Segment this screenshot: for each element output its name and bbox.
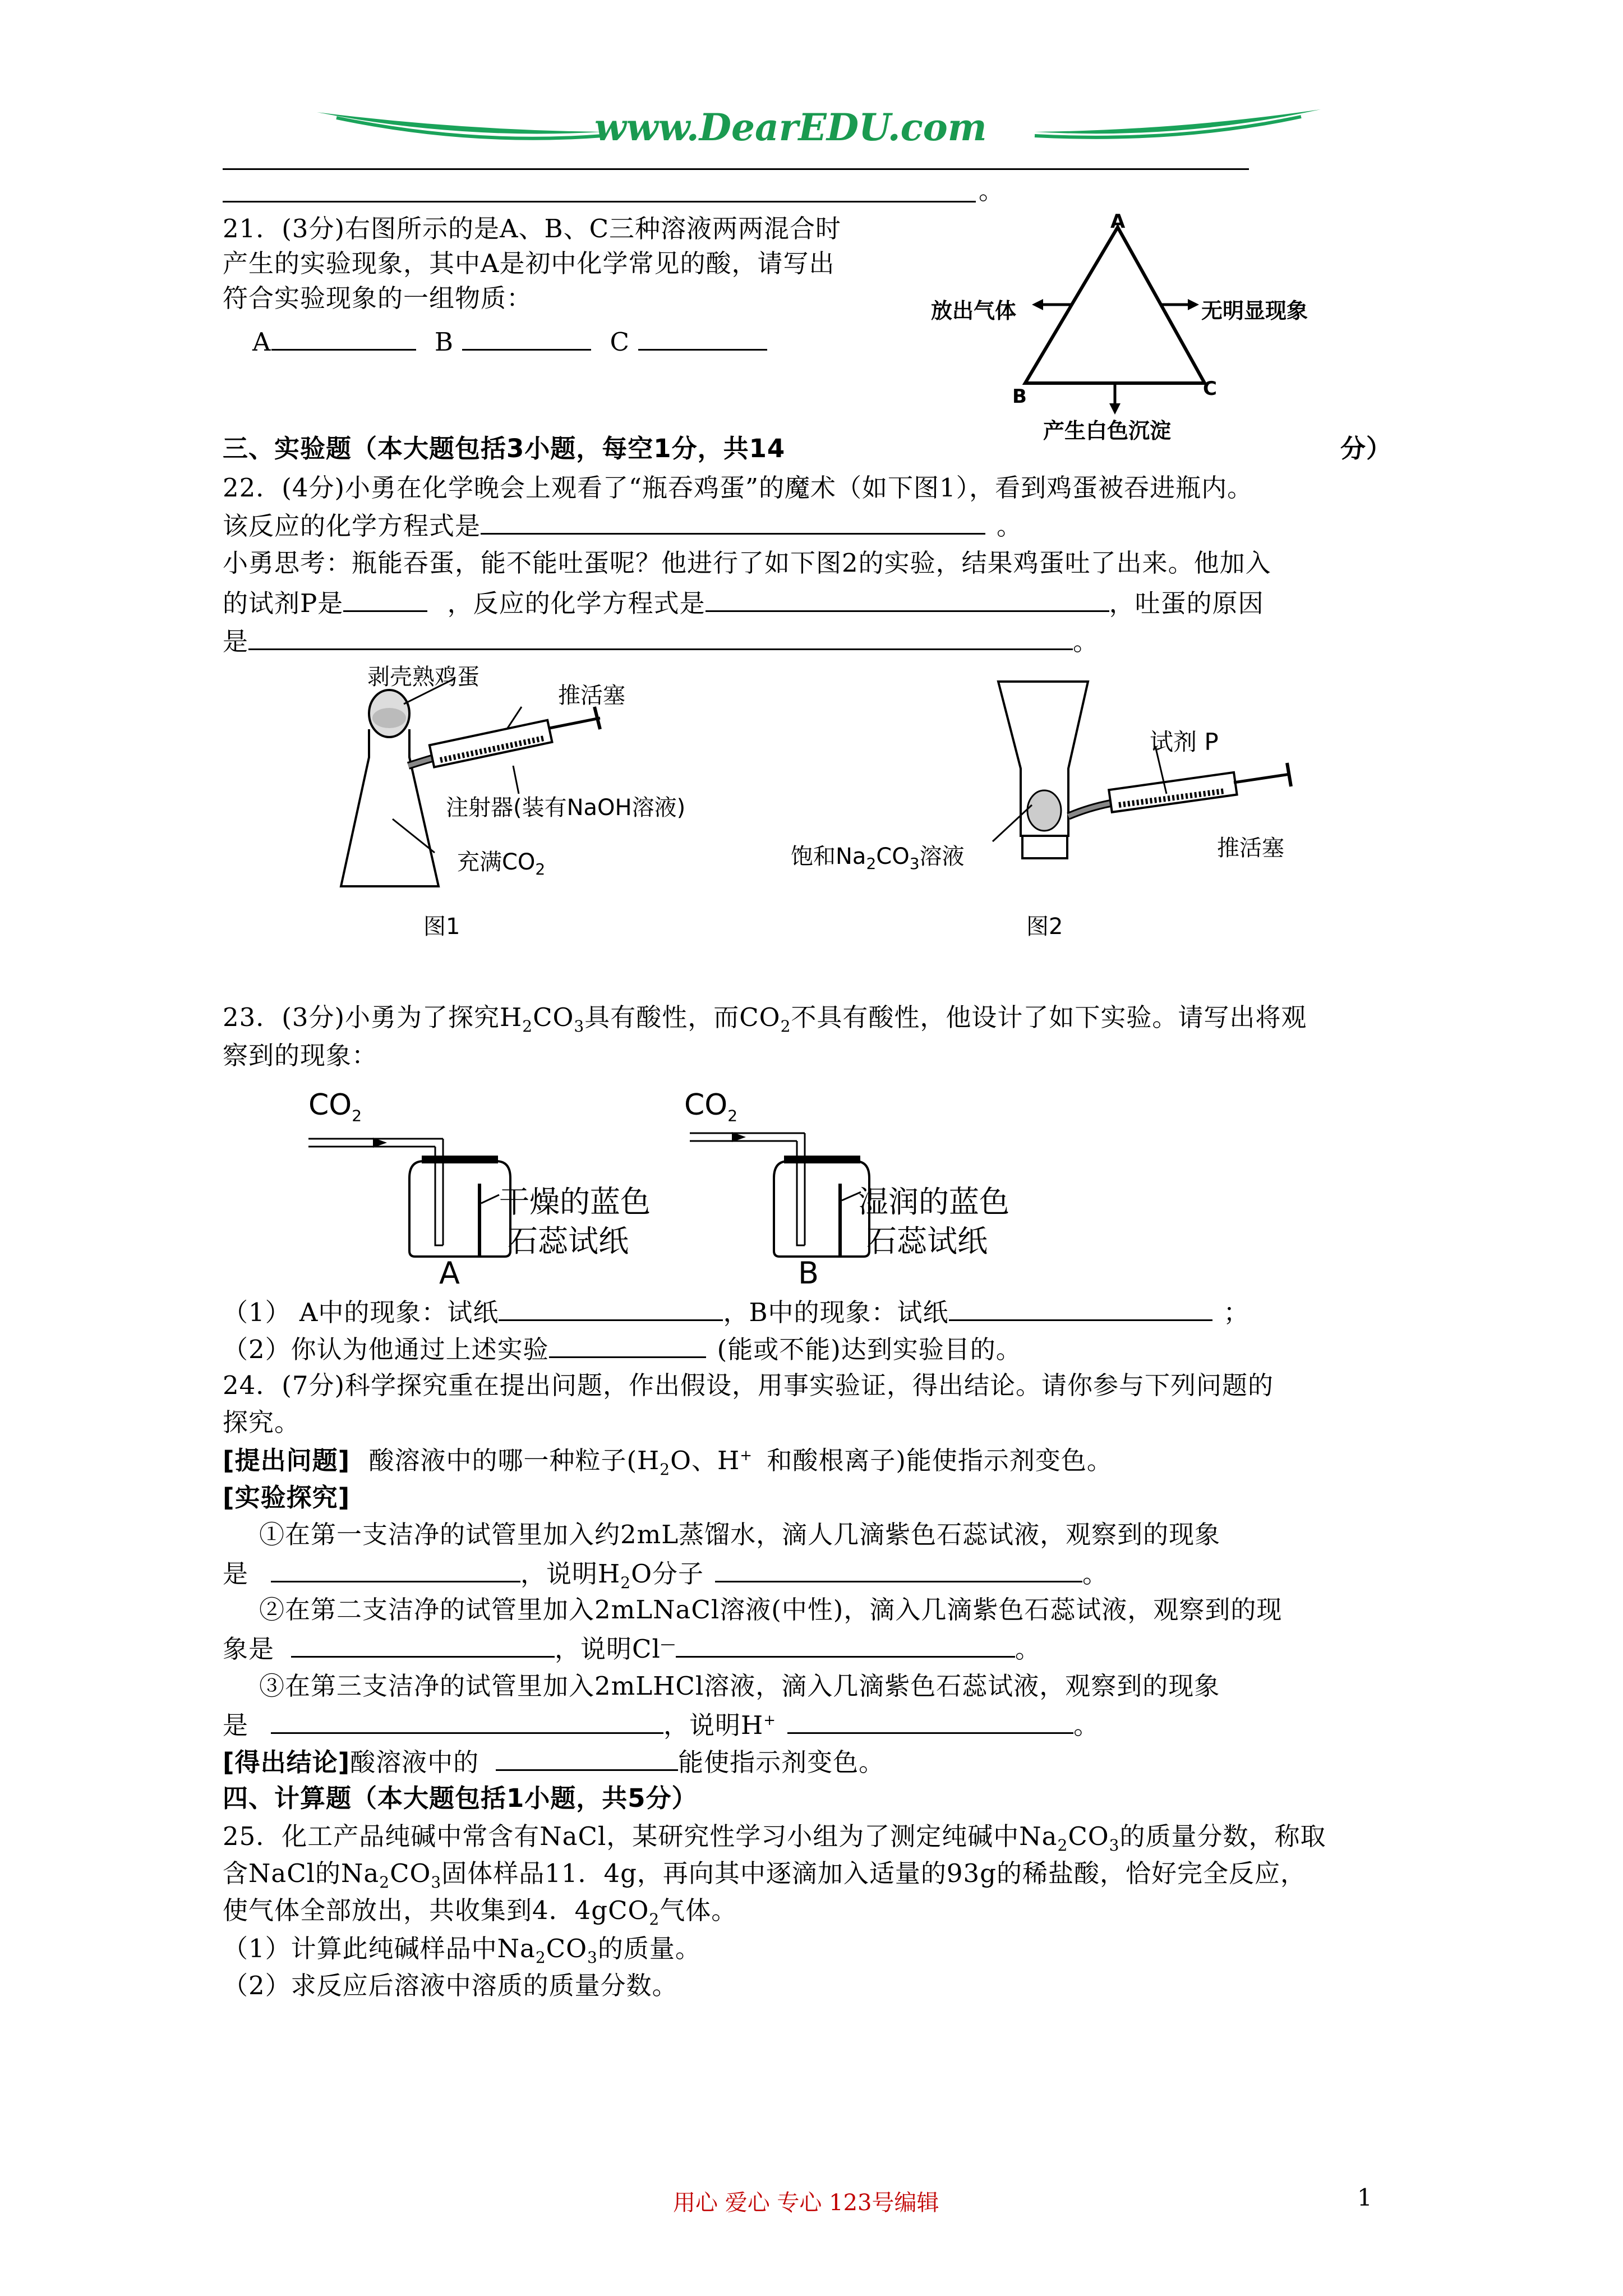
blank-b[interactable] bbox=[462, 324, 591, 351]
vertex-b: B bbox=[1012, 385, 1027, 408]
blank-a[interactable] bbox=[271, 324, 416, 351]
q24-blank-2b[interactable] bbox=[676, 1631, 1015, 1658]
q22-line1: 22．(4分)小勇在化学晚会上观看了“瓶吞鸡蛋”的魔术（如下图1），看到鸡蛋被吞进瓶内。 bbox=[223, 473, 1253, 503]
q24-conclusion: [得出结论]酸溶液中的 能使指示剂变色。 bbox=[223, 1745, 884, 1779]
q22-line5 bbox=[223, 624, 1099, 659]
label-gas: 放出气体 bbox=[931, 298, 1017, 323]
q23-line2: 察到的现象： bbox=[223, 1041, 378, 1070]
q21-line2: 产生的实验现象，其中A是初中化学常见的酸，请写出 bbox=[223, 249, 835, 278]
q25-sub2: （2）求反应后溶液中溶质的质量分数。 bbox=[223, 1971, 678, 2000]
gas-label-a: $CO_2$ bbox=[308, 1088, 362, 1125]
label-syringe: 注射器(装有NaOH溶液) bbox=[446, 795, 686, 821]
q21-line3: 符合实验现象的一组物质： bbox=[223, 283, 533, 313]
label-saturated-solution: 饱和$Na_2CO_3$溶液 bbox=[791, 844, 965, 873]
figure2-caption: 图2 bbox=[1026, 914, 1063, 940]
q24-e1b: 是 ，说明$H_2O$分子 。 bbox=[223, 1556, 1108, 1591]
q24-line1: 24．(7分)科学探究重在提出问题，作出假设，用事实验证，得出结论。请你参与下列问题的 bbox=[223, 1370, 1274, 1400]
q24-blank-3a[interactable] bbox=[271, 1708, 663, 1734]
section3-title: 三、实验题（本大题包括3小题，每空1分，共14 bbox=[223, 434, 786, 463]
swoosh-left-icon bbox=[314, 101, 606, 151]
q22-line3: 小勇思考：瓶能吞蛋，能不能吐蛋呢？他进行了如下图2的实验，结果鸡蛋吐了出来。他加入 bbox=[223, 548, 1271, 578]
q23-sub2: （2）你认为他通过上述实验 (能或不能)达到实验目的。 bbox=[223, 1332, 1022, 1366]
label-reagent-p: 试剂 P bbox=[1150, 728, 1219, 756]
paper-label-b1: 湿润的蓝色 bbox=[858, 1184, 1009, 1220]
period: 。 bbox=[979, 176, 1005, 205]
section3-end: 分） bbox=[1340, 434, 1393, 463]
label-c: C bbox=[610, 327, 630, 357]
label-a: A bbox=[252, 327, 271, 357]
q24-line2: 探究。 bbox=[223, 1407, 301, 1437]
bottle-b-figure bbox=[684, 1077, 1088, 1301]
vertex-a: A bbox=[1110, 210, 1126, 233]
triangle-diagram bbox=[931, 210, 1335, 452]
q25-line1: 25．化工产品纯碱中常含有NaCl，某研究性学习小组为了测定纯碱中$Na_2CO_3$的质量分数，称取 bbox=[223, 1821, 1326, 1855]
period: 。 bbox=[1073, 627, 1099, 656]
q22-line4 bbox=[223, 586, 1264, 620]
paper-label-a2: 石蕊试纸 bbox=[508, 1223, 629, 1259]
bottle-a-figure bbox=[303, 1077, 707, 1301]
q22-text: ，吐蛋的原因 bbox=[1109, 588, 1264, 618]
q24-blank-1a[interactable] bbox=[271, 1556, 520, 1582]
q22-blank-reagent[interactable] bbox=[343, 586, 427, 612]
paper-label-a1: 干燥的蓝色 bbox=[499, 1184, 651, 1220]
q25-line3: 使气体全部放出，共收集到4．4gCO$_2$气体。 bbox=[223, 1895, 737, 1929]
q22-text: 该反应的化学方程式是 bbox=[223, 511, 481, 541]
footer-text: 用心 爱心 专心 123号编辑 bbox=[673, 2190, 939, 2216]
paper-label-b2: 石蕊试纸 bbox=[866, 1223, 988, 1259]
q24-e2: ②在第二支洁净的试管里加入2mLNaCl溶液(中性)，滴入几滴紫色石蕊试液，观察到的现 bbox=[259, 1595, 1283, 1625]
q24-ask: [提出问题] 酸溶液中的哪一种粒子($H_2O$、H+ 和酸根离子)能使指示剂变色。 bbox=[223, 1446, 1113, 1479]
figure2 bbox=[791, 662, 1324, 954]
q22-blank-reason[interactable] bbox=[248, 624, 1073, 650]
label-push-plunger: 推活塞 bbox=[1217, 835, 1284, 861]
page-number: 1 bbox=[1357, 2184, 1372, 2211]
q24-exp-tag: [实验探究] bbox=[223, 1483, 351, 1512]
q22-line2 bbox=[223, 508, 1022, 543]
label-precipitate: 产生白色沉淀 bbox=[1043, 418, 1172, 443]
q24-e3b: 是 ，说明H+ 。 bbox=[223, 1708, 1099, 1742]
q23-blank-b[interactable] bbox=[949, 1295, 1212, 1321]
figure1-caption: 图1 bbox=[423, 914, 460, 940]
q21-blanks bbox=[252, 324, 767, 359]
q22-text: 是 bbox=[223, 627, 249, 656]
label-push-plunger: 推活塞 bbox=[558, 683, 625, 708]
period: 。 bbox=[997, 511, 1023, 541]
q22-blank-equation2[interactable] bbox=[706, 586, 1109, 612]
label-no-change: 无明显现象 bbox=[1201, 298, 1308, 323]
q22-blank-equation1[interactable] bbox=[481, 508, 985, 535]
blank-c[interactable] bbox=[638, 324, 767, 351]
label-b: B bbox=[434, 327, 454, 357]
answer-line bbox=[223, 168, 1249, 170]
q24-blank-3b[interactable] bbox=[787, 1708, 1073, 1734]
label-egg: 剥壳熟鸡蛋 bbox=[367, 664, 479, 690]
q24-blank-1b[interactable] bbox=[715, 1556, 1082, 1582]
bottle-a-caption: A bbox=[439, 1255, 460, 1291]
q25-sub1: （1）计算此纯碱样品中$Na_2CO_3$的质量。 bbox=[223, 1934, 701, 1967]
q23-sub1: （1） A中的现象：试纸 ，B中的现象：试纸 ； bbox=[223, 1295, 1249, 1329]
q21-line1: 21．(3分)右图所示的是A、B、C三种溶液两两混合时 bbox=[223, 214, 842, 243]
swoosh-right-icon bbox=[1032, 101, 1324, 151]
answer-line bbox=[223, 201, 976, 203]
figure1 bbox=[336, 662, 774, 954]
q22-text: ，反应的化学方程式是 bbox=[447, 588, 706, 618]
site-logo[interactable]: www.DearEDU.com bbox=[594, 105, 987, 149]
q24-e1: ①在第一支洁净的试管里加入约2mL蒸馏水，滴人几滴紫色石蕊试液，观察到的现象 bbox=[259, 1520, 1221, 1549]
section4-title: 四、计算题（本大题包括1小题，共5分） bbox=[223, 1783, 698, 1813]
header-banner bbox=[314, 101, 1324, 151]
vertex-c: C bbox=[1203, 378, 1217, 400]
q23-blank-can[interactable] bbox=[549, 1332, 706, 1358]
q22-text: 的试剂P是 bbox=[223, 588, 344, 618]
q24-e2b: 象是 ，说明Cl— 。 bbox=[223, 1631, 1041, 1666]
q23-blank-a[interactable] bbox=[499, 1295, 723, 1321]
gas-label-b: $CO_2$ bbox=[684, 1088, 738, 1125]
q24-blank-2a[interactable] bbox=[291, 1631, 555, 1658]
bottle-b-caption: B bbox=[798, 1255, 819, 1291]
label-co2-filled: 充满$CO_2$ bbox=[457, 849, 546, 878]
q24-blank-conclusion[interactable] bbox=[496, 1745, 678, 1771]
q25-line2: 含NaCl的$Na_2CO_3$固体样品11．4g，再向其中逐滴加入适量的93g的稀盐酸，恰好完全反应， bbox=[223, 1858, 1306, 1892]
q24-e3: ③在第三支洁净的试管里加入2mLHCl溶液，滴入几滴紫色石蕊试液，观察到的现象 bbox=[259, 1671, 1220, 1701]
q23-line1: 23．(3分)小勇为了探究$H_2CO_3$具有酸性，而$CO_2$不具有酸性，他设计了如下实验。请写出将观 bbox=[223, 1002, 1307, 1036]
